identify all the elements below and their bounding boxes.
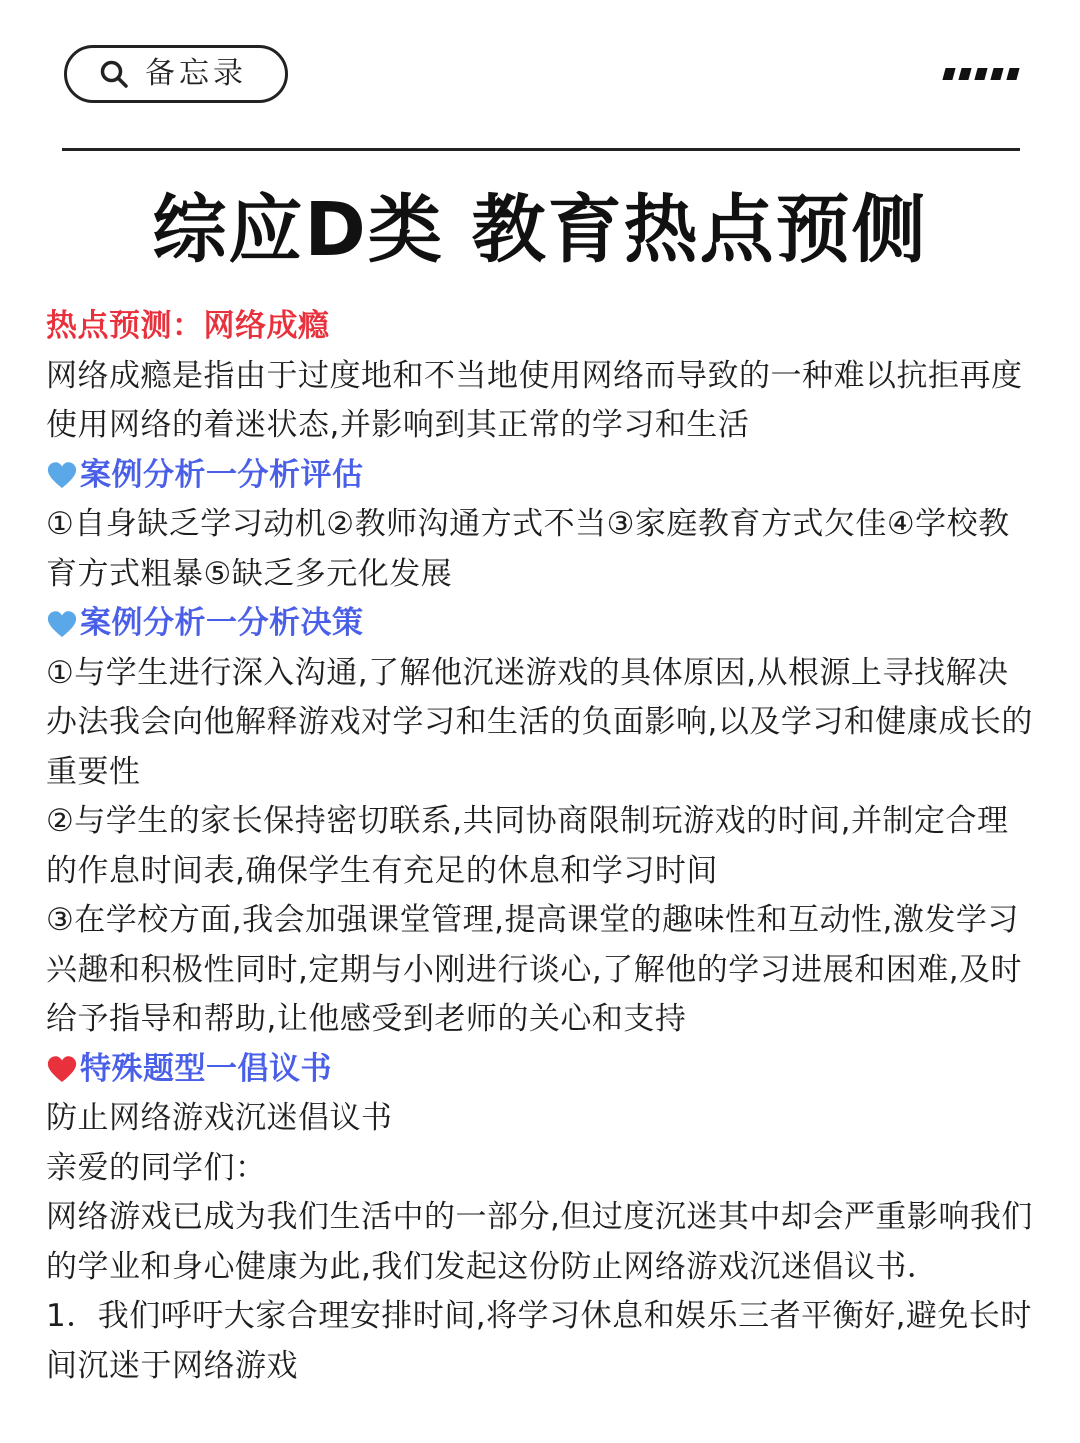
more-dots-icon[interactable]	[944, 68, 1018, 80]
eval-heading-text: 案例分析一分析评估	[80, 456, 364, 493]
blue-heart-icon	[46, 460, 78, 490]
decision-heading-text: 案例分析一分析决策	[80, 605, 364, 641]
special-heading	[46, 1045, 1036, 1095]
eval-text: ①自身缺乏学习动机②教师沟通方式不当③家庭教育方式欠佳④学校教育方式粗暴⑤缺乏多元化发展	[46, 506, 1010, 592]
decision-item-3: ③在学校方面,我会加强课堂管理,提高课堂的趣味性和互动性,激发学习兴趣和积极性同时,定期与小刚进行谈心,了解他的学习进展和困难,及时给予指导和帮助,让他感受到老师的关心和支持	[46, 902, 1023, 1037]
decision-item-2: ②与学生的家长保持密切联系,共同协商限制玩游戏的时间,并制定合理的作息时间表,确保学生有充足的休息和学习时间	[46, 803, 1009, 889]
divider	[62, 148, 1020, 151]
top-bar	[0, 0, 1080, 150]
blue-heart-icon	[46, 609, 78, 639]
proposal-body: 网络游戏已成为我们生活中的一部分,但过度沉迷其中却会严重影响我们的学业和身心健康为此,我们发起这份防止网络游戏沉迷倡议书．	[46, 1199, 1033, 1285]
search-label: 备忘录	[145, 56, 247, 91]
proposal-title: 防止网络游戏沉迷倡议书	[46, 1100, 393, 1136]
hot-topic-heading: 热点预测：网络成瘾	[46, 308, 330, 344]
note-body	[46, 302, 1036, 1391]
search-button[interactable]	[64, 45, 288, 103]
page-title: 综应D类 教育热点预侧	[152, 187, 928, 273]
eval-heading	[46, 451, 1036, 501]
proposal-greeting: 亲爱的同学们：	[46, 1149, 267, 1186]
search-icon	[99, 59, 129, 89]
decision-item-1: ①与学生进行深入沟通,了解他沉迷游戏的具体原因,从根源上寻找解决办法我会向他解释游戏对学习和生活的负面影响,以及学习和健康成长的重要性	[46, 654, 1033, 790]
decision-heading	[46, 599, 1036, 649]
red-heart-icon	[46, 1054, 78, 1084]
special-heading-text: 特殊题型一倡议书	[80, 1050, 332, 1087]
hot-topic-text: 网络成瘾是指由于过度地和不当地使用网络而导致的一种难以抗拒再度使用网络的着迷状态,并影响到其正常的学习和生活	[46, 357, 1023, 443]
proposal-item-1: 1．我们呼吁大家合理安排时间,将学习休息和娱乐三者平衡好,避免长时间沉迷于网络游戏	[46, 1298, 1032, 1384]
